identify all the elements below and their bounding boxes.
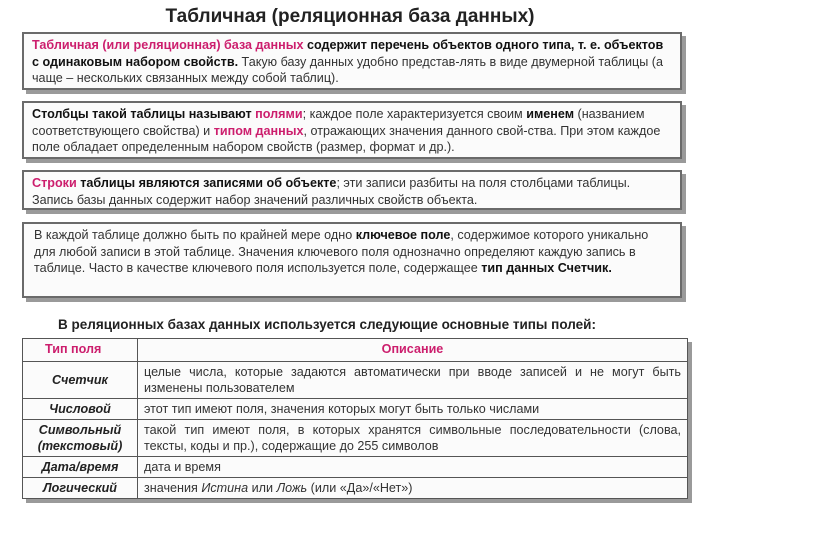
description-cell: такой тип имеют поля, в которых хранятся символьные последовательности (слова, тексты, коды и пр.), содержащие до 255 символов [138,420,688,457]
term-counter-type: тип данных Счетчик. [481,261,612,275]
table-header-row [23,339,688,362]
rows-bold-text: таблицы являются записями об объекте [76,176,337,190]
field-type-cell: Числовой [23,399,138,420]
header-field-type: Тип поля [23,339,138,362]
columns-intro: Столбцы такой таблицы называют [32,107,256,121]
field-types-table [22,338,688,499]
desc-true: Истина [201,481,249,495]
page-title: Табличная (реляционная база данных) [165,6,535,27]
table-row [23,362,688,399]
table-row [23,420,688,457]
description-cell: целые числа, которые задаются автоматически при вводе записей и не могут быть изменены пользователем [138,362,688,399]
key-text-1: В каждой таблице должно быть по крайней мере одно [34,228,356,242]
definition-text: Такую базу данных удобно представ-лять в виде двумерной таблицы (а чаще – нескольких связанных между собой таблиц). [32,54,663,85]
field-type-cell: Дата/время [23,457,138,478]
term-relational-db: Табличная (или реляционная) база данных [32,38,304,52]
columns-text-1: ; каждое поле характеризуется своим [302,107,527,121]
desc-part: или [248,481,277,495]
field-type-cell: Логический [23,478,138,499]
term-key-field: ключевое поле [355,228,451,242]
columns-box [22,101,682,159]
desc-part: значения [144,481,202,495]
table-row [23,457,688,478]
definition-bold-text: содержит перечень объектов одного типа, т. е. объектов с одинаковым набором свойств. [32,38,664,69]
description-cell: дата и время [138,457,688,478]
key-text-2: , содержимое которого уникально для любой записи в этой таблице. Значения ключевого поля однозначно определяют каждую запись в таблице. Часто в качестве ключевого поля используется поле, содержащее [34,228,649,275]
rows-box [22,170,682,210]
rows-text: ; эти записи разбиты на поля столбцами таблицы. Запись базы данных содержит набор значений различных свойств объекта. [32,176,631,207]
term-name: именем [526,107,575,121]
section-subtitle: В реляционных базах данных используется следующие основные типы полей: [58,317,596,332]
term-data-type: типом данных [213,123,304,138]
columns-text-3: , отражающих значения данного свой-ства. При этом каждое поле обладает определенным набором свойств (размер, формат и др.). [32,123,661,154]
table-row [23,399,688,420]
description-cell [138,478,688,499]
field-type-cell: Символьный (текстовый) [23,420,138,457]
desc-part: (или «Да»/«Нет») [307,481,413,495]
header-description: Описание [138,339,688,362]
field-type-cell: Счетчик [23,362,138,399]
columns-text-2: (названием соответствующего свойства) и [32,107,645,138]
key-field-box [22,222,682,298]
definition-box [22,32,682,90]
term-rows: Строки [32,176,77,190]
table-row [23,478,688,499]
description-cell: этот тип имеют поля, значения которых могут быть только числами [138,399,688,420]
desc-false: Ложь [276,481,308,495]
term-fields: полями [255,107,303,121]
